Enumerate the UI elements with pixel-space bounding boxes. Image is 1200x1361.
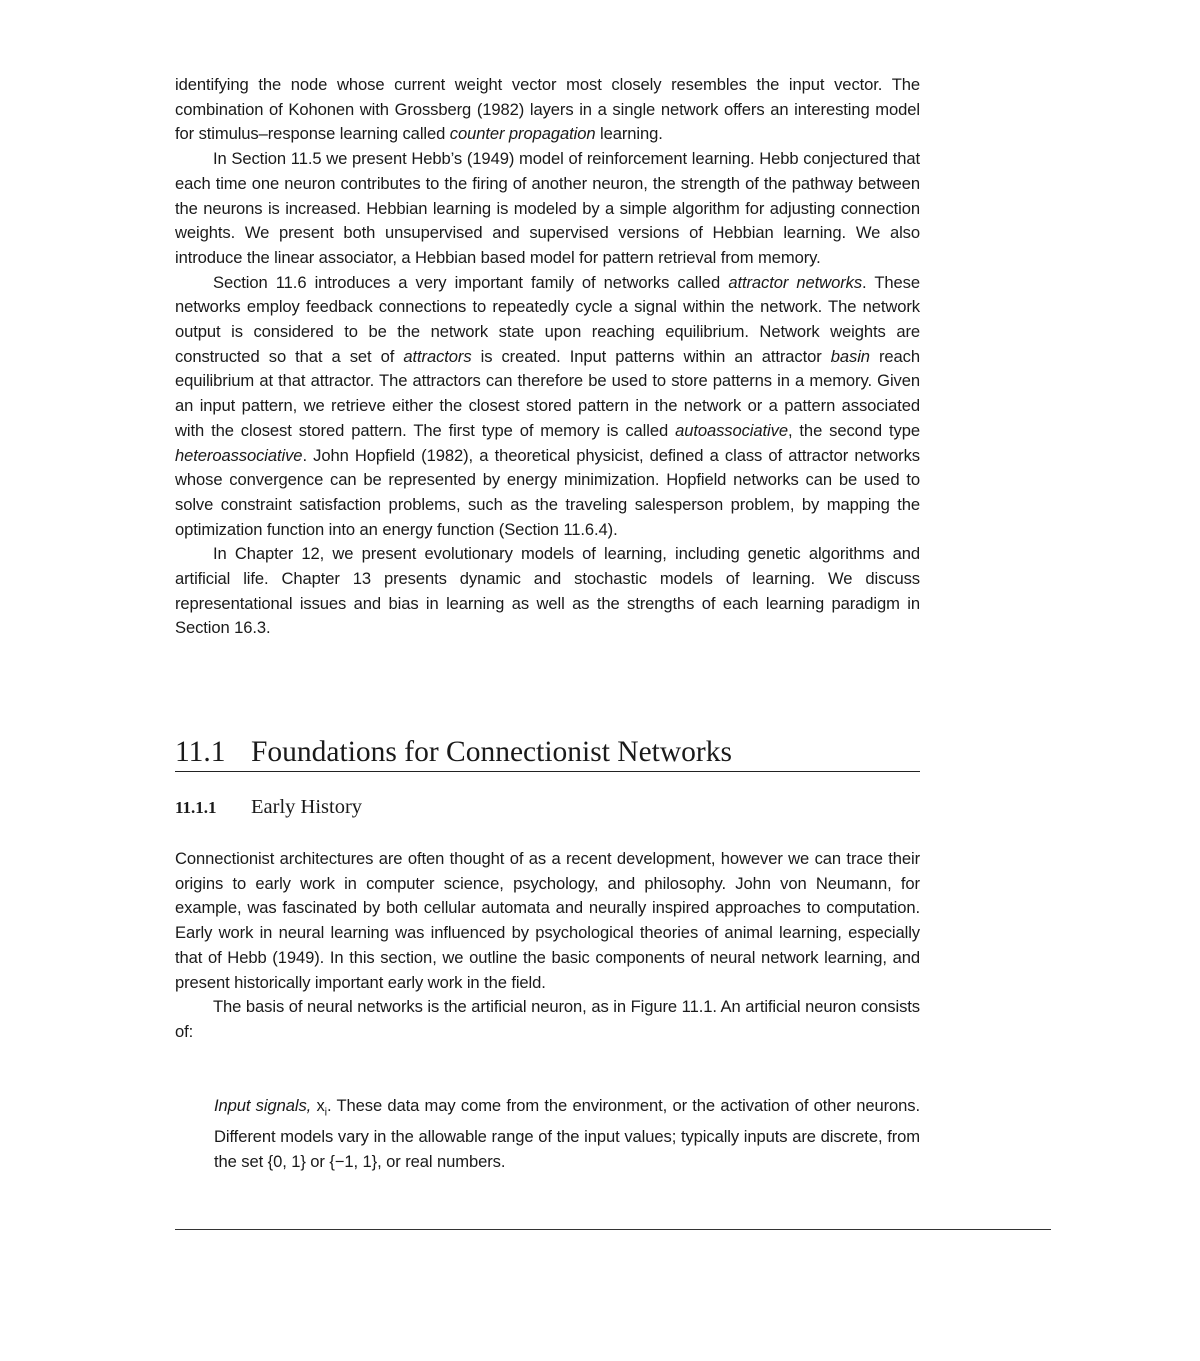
text-run: identifying the node whose current weight vector most closely resembles the input vector. The combination of Kohonen with Grossberg (1982) layers in a single network offers an interesting model for stimulus–response learning called [175,75,920,144]
intro-paragraph-3 [175,271,920,543]
early-history-paragraph-2: The basis of neural networks is the artificial neuron, as in Figure 11.1. An artificial neuron consists of: [175,997,920,1041]
list-item-term: Input signals, [214,1096,312,1115]
intro-text [175,73,920,641]
emphasis-counter-propagation: counter propagation [449,124,596,144]
variable-subscript: i [324,1106,327,1119]
intro-paragraph-4: In Chapter 12, we present evolutionary models of learning, including genetic algorithms and artificial life. Chapter 13 presents dynamic and stochastic models of learning. We discuss representational issues and bias in learning as well as the strengths of each learning paradigm in Section 16.3. [175,544,920,638]
text-run: is created. Input patterns within an attractor [471,346,831,366]
section-title: Foundations for Connectionist Networks [251,736,732,768]
list-item-text [214,1094,920,1174]
early-history-paragraph-1: Connectionist architectures are often thought of as a recent development, however we can trace their origins to early work in computer science, psychology, and philosophy. John von Neumann, for example, was fascinated by both cellular automata and neurally inspired approaches to computation. Early work in neural learning was influenced by psychological theories of animal learning, especially that of Hebb (1949). In this section, we outline the basic components of neural network learning, and present historically important early work in the field. [175,849,920,992]
text-run: learning. [595,124,663,144]
text-run: . John Hopfield (1982), a theoretical physicist, defined a class of attractor networks whose convergence can be represented by energy minimization. Hopfield networks can be used to solve constraint satisfaction problems, such as the traveling salesperson problem, by mapping the optimization function into an energy function (Section 11.6.4). [175,445,920,539]
emphasis-attractor-networks: attractor networks [728,272,863,292]
emphasis-basin: basin [830,346,870,366]
emphasis-heteroassociative: heteroassociative [175,445,303,465]
early-history-text [175,847,920,1045]
text-run: Section 11.6 introduces a very important family of networks called [213,272,729,292]
text-run: reach equilibrium at that attractor. The attractors can therefore be used to store patterns in a memory. Given an input pattern, we retrieve either the closest stored pattern in the network or a pattern associated with the closest stored pattern. The first type of memory is called [175,346,920,440]
text-run: . These networks employ feedback connections to repeatedly cycle a signal within the network. The network output is considered to be the network state upon reaching equilibrium. Network weights are constructed so that a set of [175,272,920,366]
text-run: , the second type [787,420,920,440]
footer-rule [175,1229,1051,1230]
subsection-title: Early History [251,796,363,818]
list-item-input-signals [214,1094,920,1174]
variable-x: x [316,1096,325,1115]
emphasis-autoassociative: autoassociative [675,420,788,440]
section-heading [175,734,920,772]
emphasis-attractors: attractors [403,346,472,366]
section-number: 11.1 [175,736,226,768]
text-run: . These data may come from the environment, or the activation of other neurons. Different models vary in the allowable range of the input values; typically inputs are discrete, from the set {0, 1} or {−1, 1}, or real numbers. [214,1096,920,1171]
intro-paragraph-1 [175,73,920,147]
subsection-heading [175,793,362,822]
subsection-number: 11.1.1 [175,798,217,817]
intro-paragraph-2: In Section 11.5 we present Hebb’s (1949) model of reinforcement learning. Hebb conjectured that each time one neuron contributes to the firing of another neuron, the strength of the pathway between the neurons is increased. Hebbian learning is modeled by a simple algorithm for adjusting connection weights. We present both unsupervised and supervised versions of Hebbian learning. We also introduce the linear associator, a Hebbian based model for pattern retrieval from memory. [175,149,920,267]
